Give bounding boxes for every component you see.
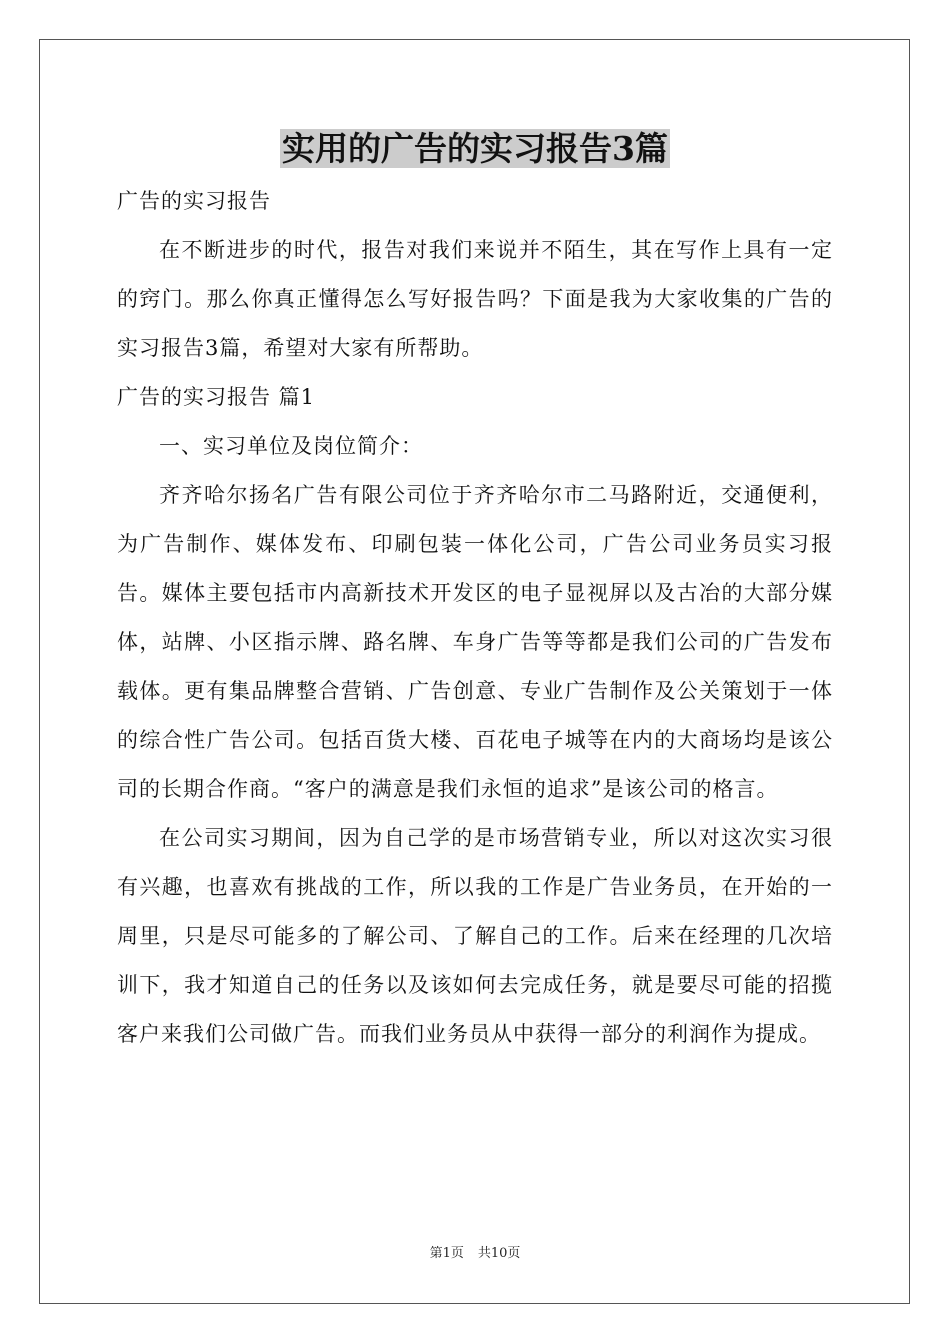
- page-total: 共10页: [477, 1246, 521, 1261]
- paragraph-subheading: 一、实习单位及岗位简介：: [159, 434, 423, 458]
- page-footer: [0, 1244, 950, 1264]
- document-title: [0, 124, 950, 174]
- paragraph-intro: 在不断进步的时代，报告对我们来说并不陌生，其在写作上具有一定的窍门。那么你真正懂得怎么写好报告吗？下面是我为大家收集的广告的实习报告3篇，希望对大家有所帮助。: [117, 238, 833, 360]
- document-title-text: 实用的广告的实习报告3篇: [282, 129, 668, 168]
- page-number: 第1页: [429, 1246, 464, 1261]
- document-body: [117, 177, 833, 1059]
- paragraph-heading: 广告的实习报告: [117, 189, 271, 213]
- paragraph-section-heading: 广告的实习报告 篇1: [117, 385, 316, 409]
- paragraph-internship: 在公司实习期间，因为自己学的是市场营销专业，所以对这次实习很有兴趣，也喜欢有挑战的工作，所以我的工作是广告业务员，在开始的一周里，只是尽可能多的了解公司、了解自己的工作。后来在经理的几次培训下，我才知道自己的任务以及该如何去完成任务，就是要尽可能的招揽客户来我们公司做广告。而我们业务员从中获得一部分的利润作为提成。: [117, 826, 833, 1046]
- paragraph-company-intro: 齐齐哈尔扬名广告有限公司位于齐齐哈尔市二马路附近，交通便利，为广告制作、媒体发布、印刷包装一体化公司，广告公司业务员实习报告。媒体主要包括市内高新技术开发区的电子显视屏以及古冶的大部分媒体，站牌、小区指示牌、路名牌、车身广告等等都是我们公司的广告发布载体。更有集品牌整合营销、广告创意、专业广告制作及公关策划于一体的综合性广告公司。包括百货大楼、百花电子城等在内的大商场均是该公司的长期合作商。“客户的满意是我们永恒的追求”是该公司的格言。: [117, 483, 833, 801]
